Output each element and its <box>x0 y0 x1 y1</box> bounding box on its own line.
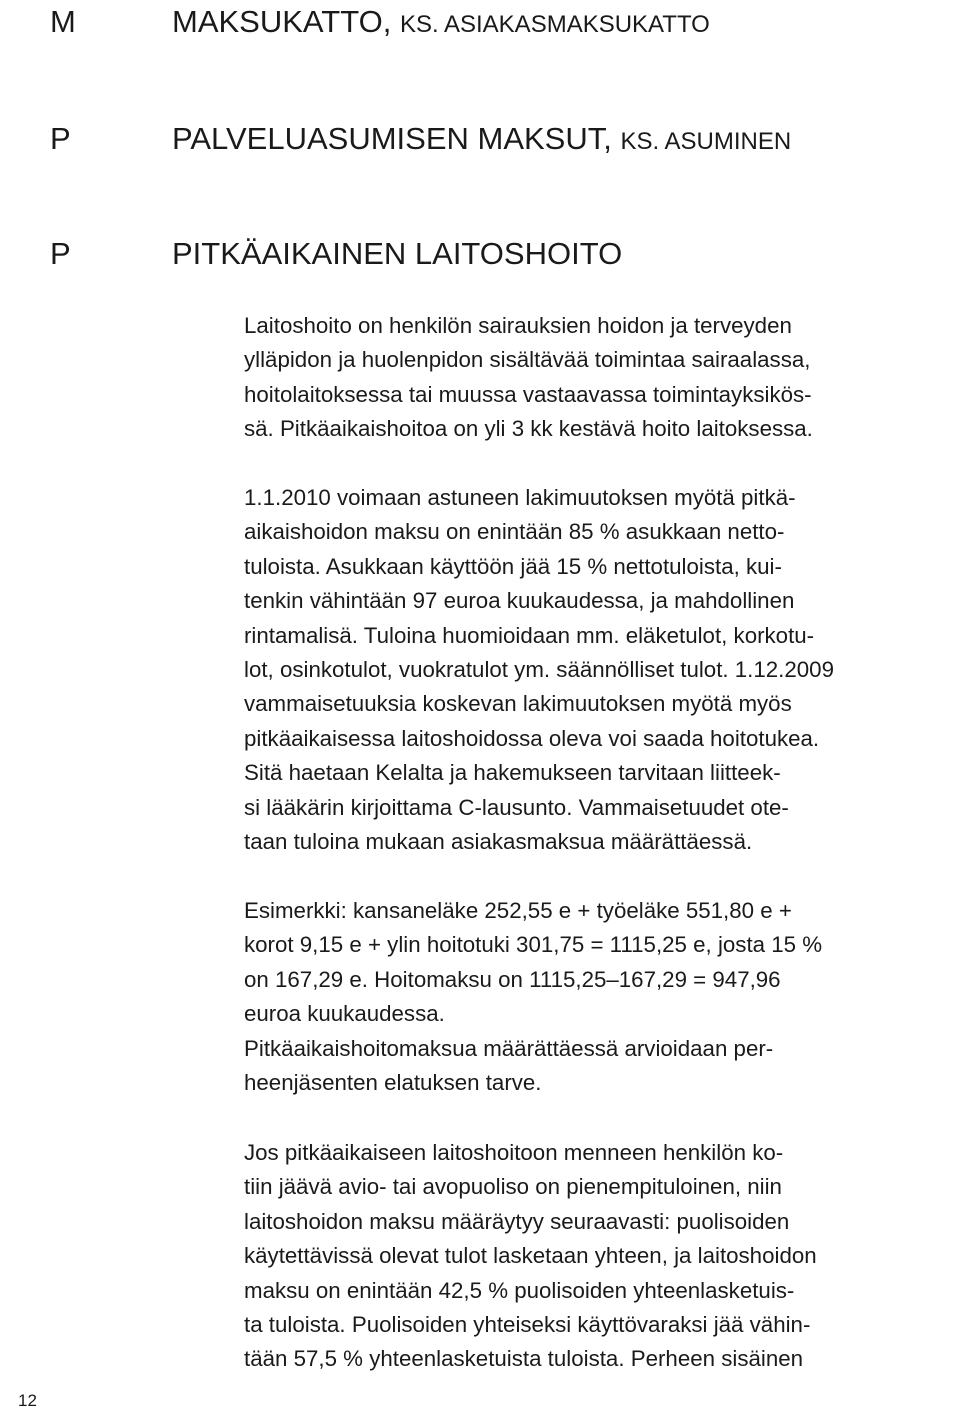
heading-reference-text: KS. ASIAKASMAKSUKATTO <box>399 11 710 38</box>
heading-pitkaaikainen-laitoshoito <box>172 238 622 269</box>
text-line: euroa kuukaudessa. <box>244 1001 445 1027</box>
text-line: tuloista. Asukkaan käyttöön jää 15 % nettotuloista, kui- <box>244 553 782 579</box>
text-line: laitoshoidon maksu määräytyy seuraavasti: puolisoiden <box>244 1208 790 1234</box>
heading-maksukatto <box>172 6 710 37</box>
text-line: tenkin vähintään 97 euroa kuukaudessa, ja mahdollinen <box>244 588 795 614</box>
text-line: korot 9,15 e + ylin hoitotuki 301,75 = 1115,25 e, josta 15 % <box>244 932 823 958</box>
heading-main-text: MAKSUKATTO, <box>172 4 400 39</box>
text-line: käytettävissä olevat tulot lasketaan yhteen, ja laitoshoidon <box>244 1243 817 1269</box>
text-line: rintamalisä. Tuloina huomioidaan mm. eläketulot, korkotu- <box>244 622 815 648</box>
heading-main-text: PITKÄAIKAINEN LAITOSHOITO <box>172 236 623 271</box>
heading-main-text: PALVELUASUMISEN MAKSUT, <box>172 121 621 156</box>
section-letter-p2: P <box>50 236 71 271</box>
paragraph-spouse <box>244 1136 960 1377</box>
heading-palveluasumisen-maksut <box>172 123 791 154</box>
section-letter-p1: P <box>50 121 71 156</box>
paragraph-example <box>244 894 960 1100</box>
section-letter-m: M <box>50 4 76 39</box>
text-line: tiin jäävä avio- tai avopuoliso on pienempituloinen, niin <box>244 1174 782 1200</box>
text-line: lot, osinkotulot, vuokratulot ym. säännölliset tulot. 1.12.2009 <box>244 657 834 683</box>
page-number: 12 <box>18 1391 37 1410</box>
text-line: 1.1.2010 voimaan astuneen lakimuutoksen myötä pitkä- <box>244 485 796 510</box>
text-line: Sitä haetaan Kelalta ja hakemukseen tarvitaan liitteek- <box>244 760 781 786</box>
paragraph-definition <box>244 309 960 447</box>
text-line: aikaishoidon maksu on enintään 85 % asukkaan netto- <box>244 519 785 545</box>
text-line: Esimerkki: kansaneläke 252,55 e + työeläke 551,80 e + <box>244 898 792 923</box>
text-line: tään 57,5 % yhteenlasketuista tuloista. Perheen sisäinen <box>244 1346 804 1372</box>
text-line: maksu on enintään 42,5 % puolisoiden yhteenlasketuis- <box>244 1277 795 1303</box>
text-line: on 167,29 e. Hoitomaksu on 1115,25–167,29 = 947,96 <box>244 966 781 992</box>
text-line: pitkäaikaisessa laitoshoidossa oleva voi saada hoitotukea. <box>244 725 820 751</box>
text-line: ylläpidon ja huolenpidon sisältävää toimintaa sairaalassa, <box>244 347 811 373</box>
text-line: si lääkärin kirjoittama C-lausunto. Vammaisetuudet ote- <box>244 794 789 820</box>
text-line: Jos pitkäaikaiseen laitoshoitoon menneen henkilön ko- <box>244 1140 784 1165</box>
text-line: vammaisetuuksia koskevan lakimuutoksen myötä myös <box>244 691 792 717</box>
text-line: sä. Pitkäaikaishoitoa on yli 3 kk kestävä hoito laitoksessa. <box>244 416 813 442</box>
paragraph-law-change <box>244 481 960 859</box>
text-line: Pitkäaikaishoitomaksua määrättäessä arvioidaan per- <box>244 1035 774 1061</box>
text-line: Laitoshoito on henkilön sairauksien hoidon ja terveyden <box>244 313 792 338</box>
text-line: heenjäsenten elatuksen tarve. <box>244 1070 542 1096</box>
text-line: taan tuloina mukaan asiakasmaksua määrättäessä. <box>244 829 753 855</box>
text-line: hoitolaitoksessa tai muussa vastaavassa toimintayksikös- <box>244 381 812 407</box>
heading-reference-text: KS. ASUMINEN <box>620 128 792 155</box>
text-line: ta tuloista. Puolisoiden yhteiseksi käyttövaraksi jää vähin- <box>244 1312 811 1338</box>
